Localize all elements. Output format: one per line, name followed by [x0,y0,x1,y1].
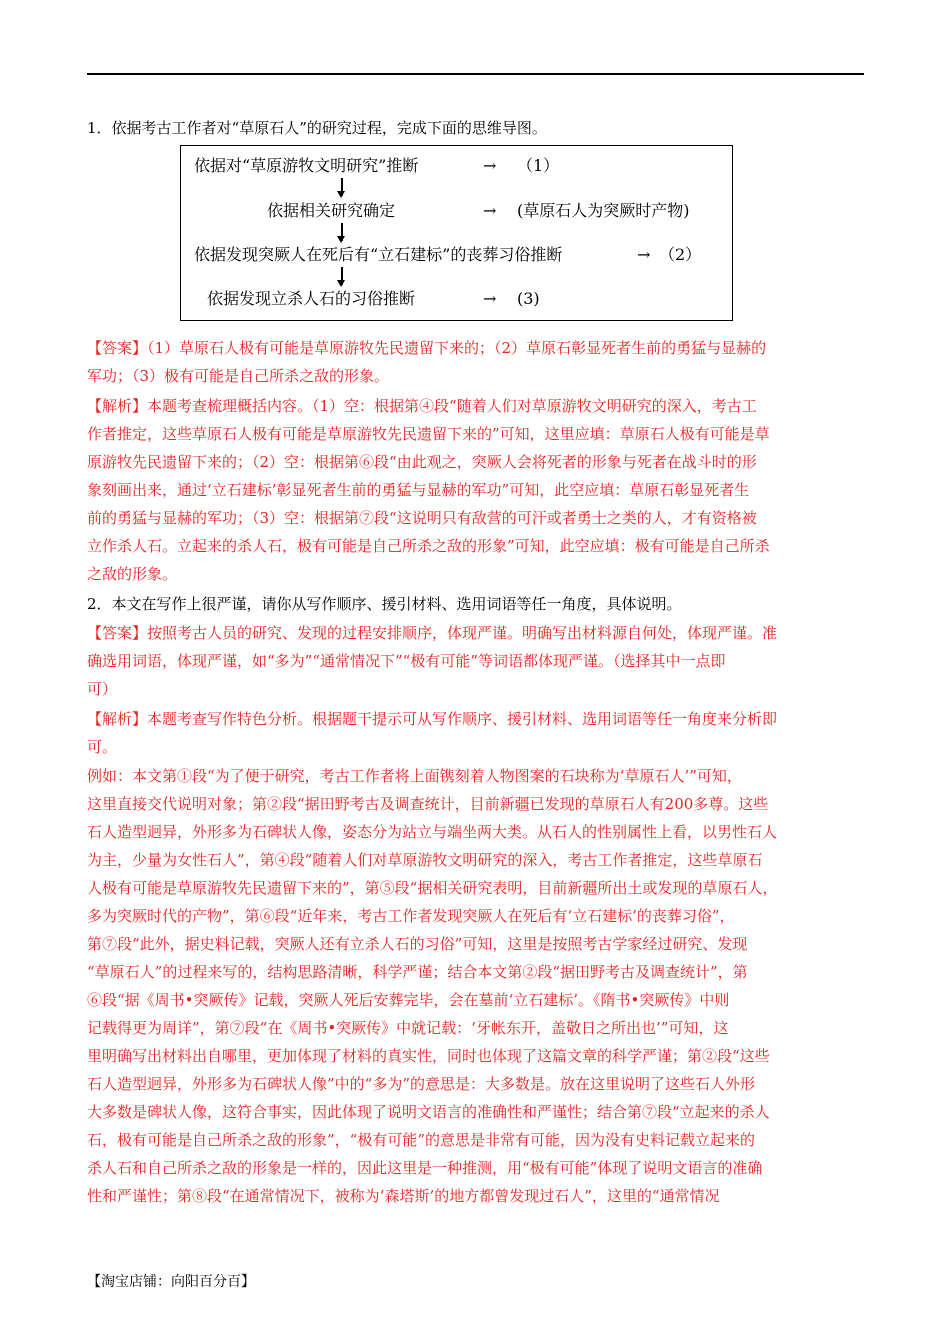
diagram-arrow-3: → [637,245,651,264]
q2-example-line: 石人造型迥异，外形多为石碑状人像”中的“多为”的意思是：大多数是。放在这里说明了这些石人外形 [87,1075,756,1093]
q1-answer-line: 【答案】（1）草原石人极有可能是草原游牧先民遗留下来的；（2）草原石彰显死者生前的勇猛与显赫的 [87,339,767,357]
question-1-prompt: 1．依据考古工作者对“草原石人”的研究过程，完成下面的思维导图。 [87,119,547,137]
q2-example-line: 里明确写出材料出自哪里，更加体现了材料的真实性，同时也体现了这篇文章的科学严谨；第②段“这些 [87,1047,770,1065]
q2-example-line: “草原石人”的过程来写的，结构思路清晰，科学严谨；结合本文第②段“据田野考古及调查统计”，第 [87,963,748,981]
diagram-result-3: （2） [659,245,702,264]
q2-answer-line: 可） [87,680,118,698]
diagram-result-2: (草原石人为突厥时产物) [517,201,690,220]
q2-example-line: 石，极有可能是自己所杀之敌的形象”，“极有可能”的意思是非常有可能，因为没有史料记载立起来的 [87,1131,756,1149]
q2-example-line: 这里直接交代说明对象；第②段“据田野考古及调查统计，目前新疆已发现的草原石人有200多尊。这些 [87,795,769,813]
q2-example-line: 第⑦段“此外，据史料记载，突厥人还有立杀人石的习俗”可知，这里是按照考古学家经过研究、发现 [87,935,748,953]
diagram-step-2: 依据相关研究确定 [267,201,396,220]
q1-analysis-line: 立作杀人石。立起来的杀人石，极有可能是自己所杀之敌的形象”可知，此空应填：极有可能是自己所杀 [87,537,770,555]
diagram-down-arrow-2 [341,223,343,241]
q1-analysis-line: 原游牧先民遗留下来的；（2）空：根据第⑥段“由此观之，突厥人会将死者的形象与死者在战斗时的形 [87,453,757,471]
q1-analysis-line: 【解析】本题考查梳理概括内容。（1）空：根据第④段“随着人们对草原游牧文明研究的深入，考古工 [87,397,757,415]
q2-example-line: 多为突厥时代的产物”，第⑥段“近年来，考古工作者发现突厥人在死后有‘立石建标’的丧葬习俗”， [87,907,735,925]
q1-analysis-line: 象刻画出来，通过‘立石建标’彰显死者生前的勇猛与显赫的军功”可知，此空应填：草原石彰显死者生 [87,481,750,499]
header-rule [87,73,864,75]
diagram-step-1: 依据对“草原游牧文明研究”推断 [194,156,419,175]
q2-analysis-line: 可。 [87,738,118,756]
q2-example-line: 人极有可能是草原游牧先民遗留下来的”，第⑤段“据相关研究表明，目前新疆所出土或发现的草原石人， [87,879,778,897]
q2-example-line: 杀人石和自己所杀之敌的形象是一样的，因此这里是一种推测，用“极有可能”体现了说明文语言的准确 [87,1159,763,1177]
diagram-down-arrow-3 [341,267,343,285]
diagram-arrow-4: → [483,289,497,308]
q2-example-line: 为主，少量为女性石人”，第④段“随着人们对草原游牧文明研究的深入，考古工作者推定，这些草原石 [87,851,763,869]
diagram-result-4: (3) [517,289,540,308]
diagram-down-arrow-1 [341,178,343,196]
q2-example-line: 大多数是碑状人像，这符合事实，因此体现了说明文语言的准确性和严谨性；结合第⑦段“立起来的杀人 [87,1103,770,1121]
question-2-prompt: 2．本文在写作上很严谨，请你从写作顺序、援引材料、选用词语等任一角度，具体说明。 [87,595,682,613]
q2-example-line: 记载得更为周详”，第⑦段“在《周书•突厥传》中就记载：‘牙帐东开，盖敬日之所出也’”可知，这 [87,1019,729,1037]
q2-example-line: 性和严谨性；第⑧段“在通常情况下，被称为‘森塔斯’的地方都曾发现过石人”，这里的“通常情况 [87,1187,720,1205]
q2-answer-line: 【答案】按照考古人员的研究、发现的过程安排顺序，体现严谨。明确写出材料源自何处，体现严谨。准 [87,624,778,642]
diagram-step-4: 依据发现立杀人石的习俗推断 [207,289,416,308]
q2-example-line: 石人造型迥异，外形多为石碑状人像，姿态分为站立与端坐两大类。从石人的性别属性上看，以男性石人 [87,823,778,841]
q1-answer-line: 军功；（3）极有可能是自己所杀之敌的形象。 [87,367,390,385]
diagram-arrow-1: → [483,156,497,175]
q2-answer-line: 确选用词语，体现严谨，如“多为”“通常情况下”“极有可能”等词语都体现严谨。（选择其中一点即 [87,652,726,670]
page-footer: 【淘宝店铺：向阳百分百】 [87,1274,255,1290]
q1-analysis-line: 前的勇猛与显赫的军功；（3）空：根据第⑦段“这说明只有敌营的可汗或者勇士之类的人，才有资格被 [87,509,757,527]
q2-example-line: ⑥段“据《周书•突厥传》记载，突厥人死后安葬完毕，会在墓前‘立石建标’。《隋书•突厥传》中则 [87,991,730,1009]
q2-example-line: 例如：本文第①段“为了便于研究，考古工作者将上面镌刻着人物图案的石块称为‘草原石人’”可知， [87,767,742,785]
mind-map-diagram [180,145,733,321]
diagram-arrow-2: → [483,201,497,220]
q2-analysis-line: 【解析】本题考查写作特色分析。根据题干提示可从写作顺序、援引材料、选用词语等任一角度来分析即 [87,710,778,728]
q1-analysis-line: 之敌的形象。 [87,565,178,583]
q1-analysis-line: 作者推定，这些草原石人极有可能是草原游牧先民遗留下来的”可知，这里应填：草原石人极有可能是草 [87,425,770,443]
diagram-result-1: （1） [517,156,560,175]
diagram-step-3: 依据发现突厥人在死后有“立石建标”的丧葬习俗推断 [194,245,563,264]
